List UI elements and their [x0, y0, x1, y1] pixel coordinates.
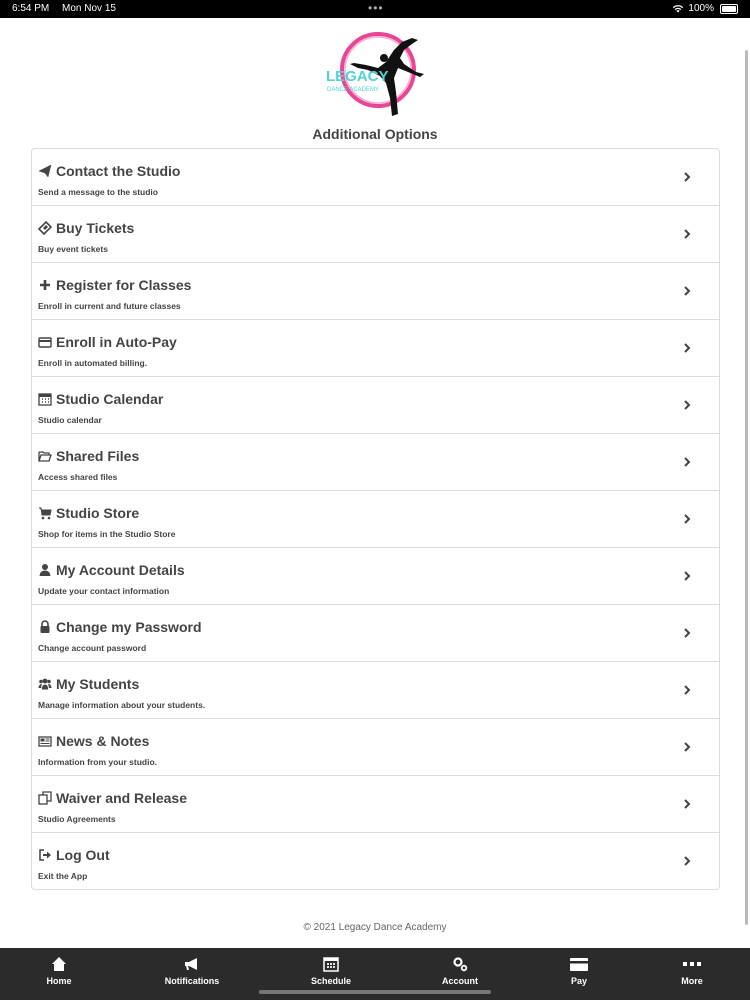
chevron-right-icon	[683, 570, 691, 582]
tab-account[interactable]	[410, 956, 510, 986]
tab-notifications[interactable]	[142, 956, 242, 986]
bullhorn-icon	[184, 956, 200, 972]
battery-icon	[720, 4, 738, 14]
menu-item-title: Shared Files	[56, 448, 140, 464]
chevron-right-icon	[683, 399, 691, 411]
menu-item-title: Studio Calendar	[56, 391, 164, 407]
status-bar	[0, 0, 750, 18]
card-icon	[569, 956, 589, 972]
menu-item-subtitle: Studio calendar	[38, 415, 102, 425]
menu-item-subtitle: Change account password	[38, 643, 147, 653]
chevron-right-icon	[683, 855, 691, 867]
studio-logo	[320, 28, 430, 123]
menu-item-subtitle: Studio Agreements	[38, 814, 116, 824]
menu-item-change-password[interactable]	[32, 605, 719, 662]
ticket-icon	[38, 221, 52, 235]
chevron-right-icon	[683, 228, 691, 240]
battery-percent: 100%	[688, 3, 714, 14]
menu-item-title: Studio Store	[56, 505, 140, 521]
tab-home[interactable]	[9, 956, 109, 986]
more-icon	[682, 956, 702, 972]
menu-item-news-notes[interactable]	[32, 719, 719, 776]
logo-text-line2: DANCE ACADEMY	[327, 87, 380, 93]
menu-item-contact-studio[interactable]	[32, 149, 719, 206]
gears-icon	[452, 956, 468, 972]
menu-item-waiver-release[interactable]	[32, 776, 719, 833]
calendar-icon	[38, 392, 52, 406]
menu-item-title: News & Notes	[56, 733, 150, 749]
chevron-right-icon	[683, 627, 691, 639]
tab-schedule[interactable]	[281, 956, 381, 986]
tab-label: More	[681, 976, 703, 986]
chevron-right-icon	[683, 684, 691, 696]
menu-item-subtitle: Enroll in automated billing.	[38, 358, 148, 368]
lock-icon	[38, 620, 52, 634]
menu-item-subtitle: Shop for items in the Studio Store	[38, 529, 176, 539]
menu-item-title: Contact the Studio	[56, 163, 181, 179]
copy-icon	[38, 791, 52, 805]
tab-label: Home	[46, 976, 72, 986]
menu-item-subtitle: Buy event tickets	[38, 244, 108, 254]
tab-label: Notifications	[164, 976, 220, 986]
chevron-right-icon	[683, 342, 691, 354]
user-icon	[38, 563, 52, 577]
calendar-grid-icon	[323, 956, 339, 972]
menu-item-title: Register for Classes	[56, 277, 192, 293]
tab-more[interactable]	[642, 956, 742, 986]
menu-item-title: Enroll in Auto-Pay	[56, 334, 177, 350]
menu-item-title: Log Out	[56, 847, 110, 863]
scrollbar[interactable]	[745, 50, 748, 925]
chevron-right-icon	[683, 798, 691, 810]
menu-item-title: My Students	[56, 676, 140, 692]
menu-item-subtitle: Information from your studio.	[38, 757, 157, 767]
folder-open-icon	[38, 449, 52, 463]
menu-item-register-classes[interactable]	[32, 263, 719, 320]
menu-item-subtitle: Exit the App	[38, 871, 88, 881]
logo-text-line1: LEGACY	[326, 68, 389, 85]
menu-item-subtitle: Access shared files	[38, 472, 118, 482]
users-icon	[38, 677, 52, 691]
tab-pay[interactable]	[529, 956, 629, 986]
page-title: Additional Options	[312, 126, 438, 142]
options-menu-list	[31, 148, 720, 890]
newspaper-icon	[38, 734, 52, 748]
chevron-right-icon	[683, 513, 691, 525]
menu-item-studio-store[interactable]	[32, 491, 719, 548]
menu-item-enroll-autopay[interactable]	[32, 320, 719, 377]
copyright-footer: © 2021 Legacy Dance Academy	[303, 922, 447, 933]
multitasking-dots-icon[interactable]: •••	[368, 1, 384, 15]
cart-icon	[38, 506, 52, 520]
chevron-right-icon	[683, 456, 691, 468]
wifi-icon	[672, 4, 684, 13]
status-time: 6:54 PM	[12, 3, 50, 14]
home-indicator[interactable]	[259, 990, 491, 994]
menu-item-subtitle: Enroll in current and future classes	[38, 301, 181, 311]
tab-label: Account	[442, 976, 478, 986]
chevron-right-icon	[683, 741, 691, 753]
plus-icon	[38, 278, 52, 292]
sign-out-icon	[38, 848, 52, 862]
menu-item-subtitle: Send a message to the studio	[38, 187, 158, 197]
menu-item-buy-tickets[interactable]	[32, 206, 719, 263]
tab-label: Pay	[570, 976, 587, 986]
menu-item-log-out[interactable]	[32, 833, 719, 889]
tab-label: Schedule	[310, 976, 351, 986]
menu-item-title: My Account Details	[56, 562, 185, 578]
paper-plane-icon	[38, 164, 52, 178]
menu-item-account-details[interactable]	[32, 548, 719, 605]
menu-item-shared-files[interactable]	[32, 434, 719, 491]
menu-item-my-students[interactable]	[32, 662, 719, 719]
menu-item-studio-calendar[interactable]	[32, 377, 719, 434]
credit-card-icon	[38, 335, 52, 349]
home-icon	[51, 956, 67, 972]
status-date: Mon Nov 15	[62, 3, 116, 14]
menu-item-title: Waiver and Release	[56, 790, 187, 806]
menu-item-subtitle: Update your contact information	[38, 586, 170, 596]
menu-item-title: Buy Tickets	[56, 220, 135, 236]
menu-item-subtitle: Manage information about your students.	[38, 700, 206, 710]
chevron-right-icon	[683, 171, 691, 183]
chevron-right-icon	[683, 285, 691, 297]
menu-item-title: Change my Password	[56, 619, 202, 635]
